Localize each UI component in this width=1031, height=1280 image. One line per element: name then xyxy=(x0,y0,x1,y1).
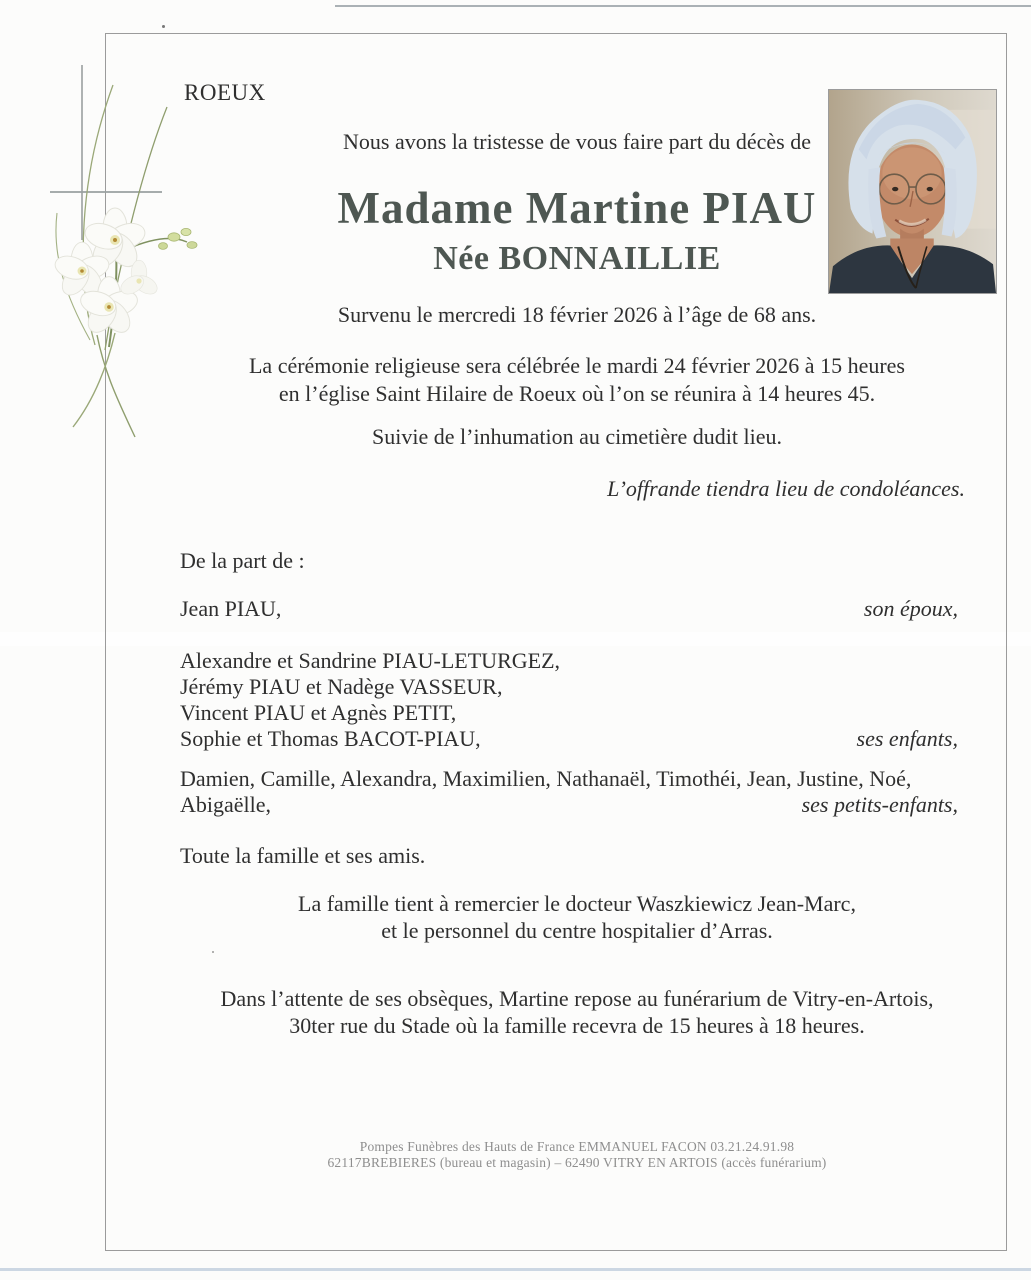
children-line: Sophie et Thomas BACOT-PIAU, xyxy=(180,726,481,751)
grandchildren-relation: ses petits-enfants, xyxy=(801,792,958,817)
ceremony-paragraph xyxy=(123,352,1031,408)
scan-edge-bottom xyxy=(0,1268,1031,1271)
scan-edge-top xyxy=(335,5,1031,7)
maiden-name: Née BONNAILLIE xyxy=(433,240,721,277)
thanks-line: et le personnel du centre hospitalier d’Arras. xyxy=(381,918,773,943)
repose-line: Dans l’attente de ses obsèques, Martine repose au funérarium de Vitry-en-Artois, xyxy=(220,986,934,1011)
children-relation: ses enfants, xyxy=(856,726,958,751)
ceremony-line: La cérémonie religieuse sera célébrée le mardi 24 février 2026 à 15 heures xyxy=(248,353,905,378)
husband-relation: son époux, xyxy=(863,596,958,621)
death-date-line: Survenu le mercredi 18 février 2026 à l’âge de 68 ans. xyxy=(337,302,817,327)
footer-line: Pompes Funèbres des Hauts de France EMMANUEL FACON 03.21.24.91.98 xyxy=(359,1139,795,1154)
ceremony-line: en l’église Saint Hilaire de Roeux où l’on se réunira à 14 heures 45. xyxy=(278,381,876,406)
children-line: Vincent PIAU et Agnès PETIT, xyxy=(180,700,457,725)
footer-line: 62117BREBIERES (bureau et magasin) – 62490 VITRY EN ARTOIS (accès funérarium) xyxy=(327,1155,827,1170)
offering-line: L’offrande tiendra lieu de condoléances. xyxy=(607,476,965,501)
children-line: Alexandre et Sandrine PIAU-LETURGEZ, xyxy=(180,648,561,673)
scan-speck xyxy=(162,25,165,28)
thanks-paragraph xyxy=(123,890,1031,944)
thanks-line: La famille tient à remercier le docteur Waszkiewicz Jean-Marc, xyxy=(298,891,856,916)
husband-names: Jean PIAU, xyxy=(180,596,282,621)
funeral-home-footer xyxy=(123,1139,1031,1171)
commune-name: ROEUX xyxy=(184,80,266,105)
repose-paragraph xyxy=(123,985,1031,1039)
from-label: De la part de : xyxy=(180,548,305,573)
family-close-line: Toute la famille et ses amis. xyxy=(180,843,426,868)
grandchildren-line: Damien, Camille, Alexandra, Maximilien, Nathanaël, Timothéi, Jean, Justine, Noé, xyxy=(180,766,912,791)
repose-line: 30ter rue du Stade où la famille recevra de 15 heures à 18 heures. xyxy=(289,1013,865,1038)
grandchildren-line: Abigaëlle, xyxy=(180,792,272,817)
deceased-name: Madame Martine PIAU xyxy=(337,183,817,233)
children-names xyxy=(180,648,560,752)
children-line: Jérémy PIAU et Nadège VASSEUR, xyxy=(180,674,503,699)
burial-line: Suivie de l’inhumation au cimetière dudit lieu. xyxy=(372,424,782,449)
intro-line: Nous avons la tristesse de vous faire part du décès de xyxy=(343,129,811,154)
